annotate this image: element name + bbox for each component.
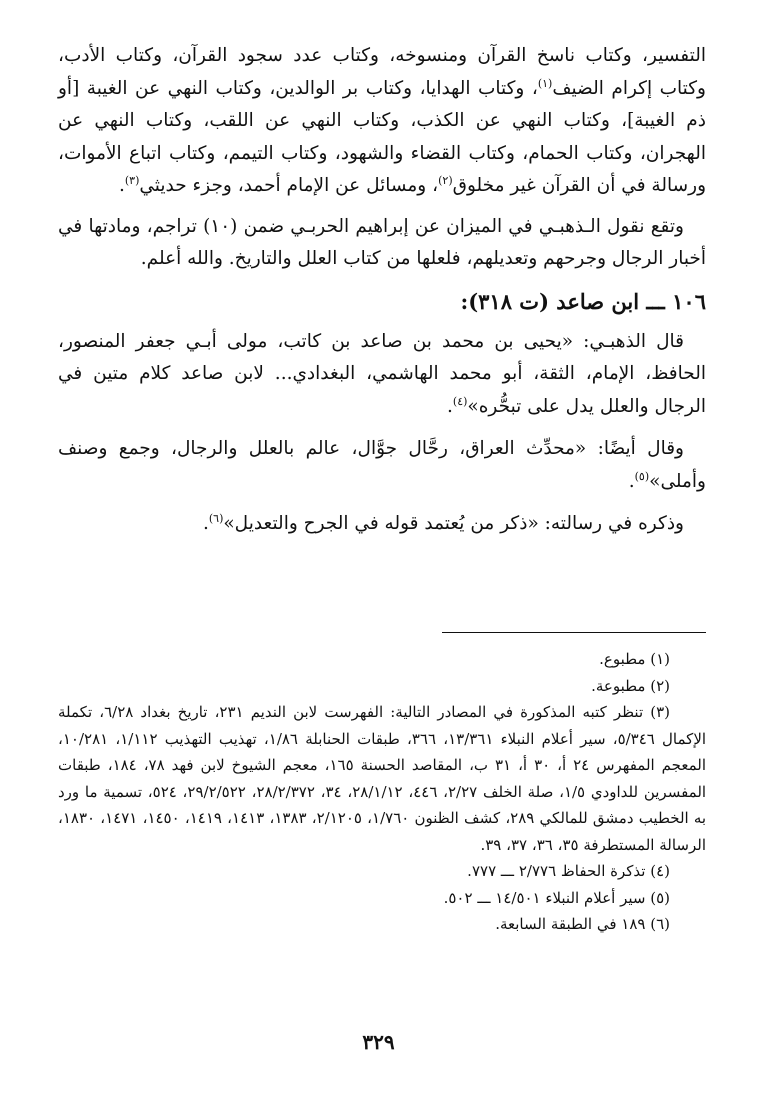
paragraph-dhahabi-quotes: وتقع نقول الـذهبـي في الميزان عن إبراهيم الحربـي ضمن (١٠) تراجم، ومادتها في أخبار الرجال وجرحهم وتعديلهم، فلعلها من كتاب العلل والتاريخ. والله أعلم. [58, 215, 706, 269]
footnote-ref-4[interactable]: (٤) [452, 394, 468, 408]
footnote-3: (٣) تنظر كتبه المذكورة في المصادر التالية: الفهرست لابن النديم ٢٣١، تاريخ بغداد ٦/٢٨، تكملة الإكمال ٥/٣٤٦، سير أعلام النبلاء ١٣/٣٦١، ٣٦٦، طبقات الحنابلة ١/٨٦، تهذيب التهذيب ١/١١٢، ١٠/٢٨١، المعجم المفهرس ٢٤ أ، ٣٠ أ، ٣١ ب، المقاصد الحسنة ١٦٥، معجم الشيوخ لابن فهد ٧٨، ١٨٤، طبقات المفسرين للداودي ١/٥، صلة الخلف ٢/٢٧، ٤٤٦، ٢٨/١/١٢، ٣٤، ٢٨/٢/٣٧٢، ٢٩/٢/٥٢٢، ٥٢٤، تسمية ما ورد به الخطيب دمشق للمالكي ٢٨٩، كشف الظنون ١/٧٦٠، ٢/١٢٠٥، ١٣٨٣، ١٤١٣، ١٤١٩، ١٤٥٠، ١٤٧١، ١٨٣٠، الرسالة المستطرفة ٣٥، ٣٦، ٣٧، ٣٩. [58, 703, 707, 854]
footnote-ref-5[interactable]: (٥) [634, 469, 650, 483]
footnote-5: (٥) سير أعلام النبلاء ١٤/٥٠١ ـــ ٥٠٢. [443, 888, 670, 907]
paragraph-works-list [58, 40, 706, 203]
paragraph-dhahabi-bio [58, 326, 706, 424]
main-text [58, 40, 706, 541]
footnote-6: (٦) ١٨٩ في الطبقة السابعة. [495, 915, 670, 933]
paragraph-end: . [628, 470, 635, 492]
paragraph-end: . [447, 395, 453, 417]
paragraph-text: التفسير، وكتاب ناسخ القرآن ومنسوخه، وكتاب عدد سجود القرآن، وكتاب الأدب، وكتاب إكرام الضيف [58, 45, 706, 99]
footnote-ref-3[interactable]: (٣) [124, 173, 140, 187]
footnote-ref-6[interactable]: (٦) [208, 511, 224, 525]
footnote-ref-1[interactable]: (١) [537, 76, 553, 90]
footnote-4: (٤) تذكرة الحفاظ ٢/٧٧٦ ـــ ٧٧٧. [467, 862, 670, 880]
footnote-divider [442, 632, 706, 633]
paragraph-end: . [118, 175, 125, 196]
page-number: ٣٢٩ [362, 1030, 395, 1054]
paragraph-text: قال الذهبـي: «يحيى بن محمد بن صاعد بن كاتب، مولى أبـي جعفر المنصور، الحافظ، الإمام، الثقة، أبو محمد الهاشمي، البغدادي... لابن صاعد كلام متين في الرجال والعلل يدل على تبحُّره» [58, 330, 706, 417]
footnote-ref-2[interactable]: (٢) [438, 173, 453, 187]
footnotes-section [58, 646, 706, 938]
paragraph-text: ، وكتاب الهدايا، وكتاب بر الوالدين، وكتاب النهي عن الغيبة [أو ذم الغيبة]، وكتاب النهي عن الكذب، وكتاب النهي عن اللقب، وكتاب النهي عن الهجران، وكتاب الحمام، وكتاب القضاء والشهود، وكتاب التيمم، وكتاب اتباع الأموات، ورسالة في أن القرآن غير مخلوق [58, 77, 706, 196]
footnote-2: (٢) مطبوعة. [591, 676, 670, 695]
paragraph-risala [58, 508, 706, 541]
footnote-1: (١) مطبوع. [599, 650, 670, 668]
paragraph-end: . [202, 513, 209, 534]
paragraph-text: ، ومسائل عن الإمام أحمد، وجزء حديثي [139, 175, 439, 196]
paragraph-text: وذكره في رسالته: «ذكر من يُعتمد قوله في الجرح والتعديل» [223, 513, 684, 534]
paragraph-text: وقال أيضًا: «محدِّث العراق، رحَّال جوَّال، عالم بالعلل والرجال، وجمع وصنف وأملى» [58, 438, 706, 492]
section-heading: ١٠٦ ـــ ابن صاعد (ت ٣١٨): [460, 288, 706, 314]
paragraph-also-said [58, 433, 706, 498]
